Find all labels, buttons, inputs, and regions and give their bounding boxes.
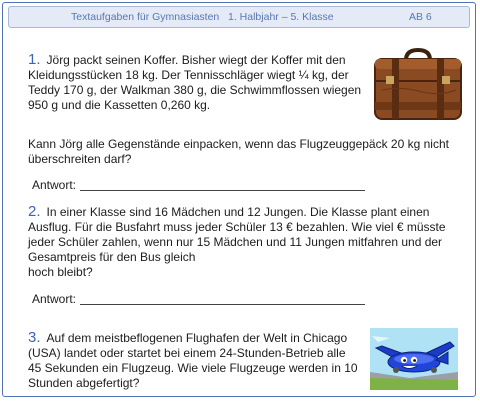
task2-text-end: hoch bleibt? <box>28 265 93 279</box>
task3-text: 3. Auf dem meistbeflogenen Flughafen der Welt in Chicago (USA) landet oder startet bei einem 24-Stunden-Betrieb alle 45 Sekunden ein Flugzeug. Wie viele Flugzeuge werden in 10 Stunden abgefertigt? <box>28 329 358 390</box>
task1-text: 1. Jörg packt seinen Koffer. Bisher wiegt der Koffer mit den Kleidungsstücken 18 kg. Der Tennisschläger wiegt ¼ kg, der Teddy 170 g, der Walkman 380 g, die Schwimmflossen wiegen 950 g und die Kassetten 0,260 kg. <box>28 51 362 112</box>
task2-text: 2. In einer Klasse sind 16 Mädchen und 12 Jungen. Die Klasse plant einen Ausflug. Für die Busfahrt muss jeder Schüler 13 € bezahlen. Wie viel € müsste jeder Schüler zahlen, wenn nur 15 Mädchen und 11 Jungen mitfahren und der Gesamtpreis für den Bus gleich hoch bleibt? <box>28 203 446 279</box>
task1-number: 1. <box>28 51 41 68</box>
worksheet-header <box>8 6 470 28</box>
task2-answer-line[interactable] <box>80 304 365 305</box>
task1-answer-line[interactable] <box>80 190 365 191</box>
sheet-id: AB 6 <box>409 11 432 23</box>
header-title: Textaufgaben für Gymnasiasten 1. Halbjahr – 5. Klasse <box>71 11 334 23</box>
task1-answer-label: Antwort: <box>32 178 77 192</box>
task2-answer-label: Antwort: <box>32 292 77 306</box>
task3-number: 3. <box>28 329 41 346</box>
task1-question: Kann Jörg alle Gegenstände einpacken, wenn das Flugzeuggepäck 20 kg nicht überschreiten darf? <box>28 137 449 166</box>
task2-number: 2. <box>28 203 41 220</box>
suitcase-illustration <box>372 46 464 122</box>
task1-answer <box>32 178 367 192</box>
task2-answer <box>32 292 367 306</box>
airplane-illustration <box>370 328 458 390</box>
